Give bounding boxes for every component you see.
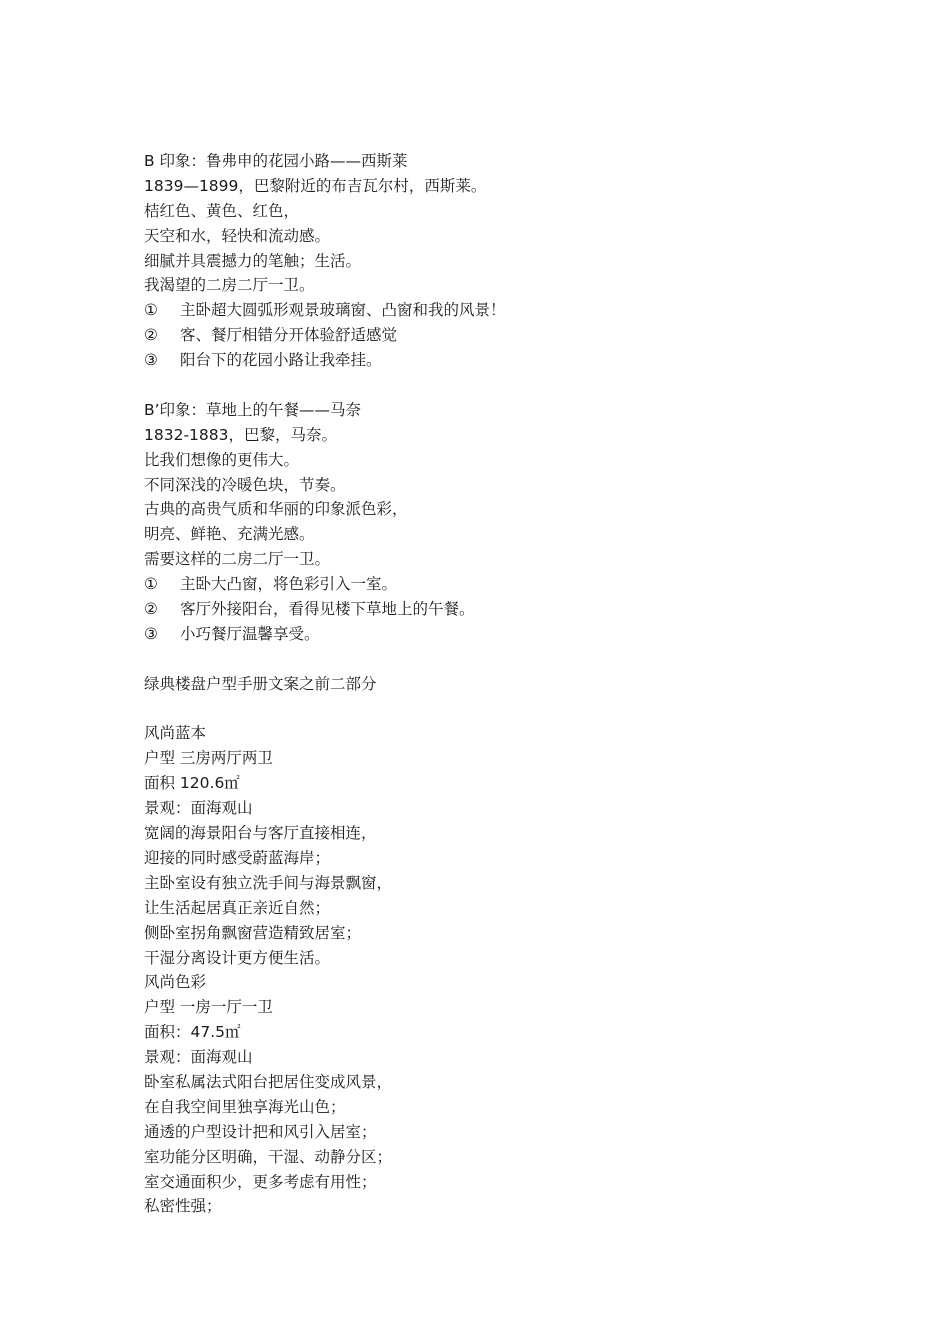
text-line: 让生活起居真正亲近自然；: [144, 898, 331, 917]
document-body: [144, 149, 844, 1219]
text-line: 细腻并具震撼力的笔触；生活。: [144, 251, 362, 270]
text-line: 室功能分区明确，干湿、动静分区；: [144, 1147, 393, 1166]
text-line: 室交通面积少，更多考虑有用性；: [144, 1172, 377, 1191]
item-number: ①: [144, 575, 158, 594]
item-number: ③: [144, 351, 158, 370]
text-line: 1832-1883，巴黎，马奈。: [144, 425, 337, 444]
spacer: [144, 647, 844, 672]
unit-a-area: 面积 120.6㎡: [144, 774, 240, 793]
text-line: 干湿分离设计更方便生活。: [144, 948, 331, 967]
numbered-item: [144, 622, 844, 647]
text-line: 宽阔的海景阳台与客厅直接相连，: [144, 824, 377, 843]
item-number: ③: [144, 624, 158, 643]
document-heading: 绿典楼盘户型手册文案之前二部分: [144, 674, 377, 693]
text-line: 比我们想像的更伟大。: [144, 450, 300, 469]
text-line: 在自我空间里独享海光山色；: [144, 1097, 346, 1116]
text-line: 通透的户型设计把和风引入居室；: [144, 1122, 377, 1141]
text-line: 桔红色、黄色、红色，: [144, 201, 300, 220]
unit-a-view: 景观：面海观山: [144, 799, 253, 818]
text-line: 明亮、鲜艳、充满光感。: [144, 525, 315, 544]
spacer: [144, 697, 844, 722]
section-b2-title: B’印象：草地上的午餐——马奈: [144, 400, 362, 419]
item-number: ②: [144, 600, 158, 619]
item-text: 客厅外接阳台，看得见楼下草地上的午餐。: [180, 600, 475, 619]
text-line: 天空和水，轻快和流动感。: [144, 226, 331, 245]
item-text: 客、餐厅相错分开体验舒适感觉: [180, 326, 398, 345]
text-line: 私密性强；: [144, 1197, 222, 1216]
item-number: ②: [144, 326, 158, 345]
text-line: 我渴望的二房二厅一卫。: [144, 276, 315, 295]
numbered-item: [144, 572, 844, 597]
unit-b-area: 面积：47.5㎡: [144, 1023, 241, 1042]
numbered-item: [144, 298, 844, 323]
text-line: 迎接的同时感受蔚蓝海岸；: [144, 848, 331, 867]
text-line: 不同深浅的冷暖色块，节奏。: [144, 475, 346, 494]
text-line: 古典的高贵气质和华丽的印象派色彩，: [144, 500, 408, 519]
text-line: 需要这样的二房二厅一卫。: [144, 550, 331, 569]
unit-b-type: 户型 一房一厅一卫: [144, 998, 273, 1017]
numbered-item: [144, 597, 844, 622]
unit-b-view: 景观：面海观山: [144, 1048, 253, 1067]
item-number: ①: [144, 301, 158, 320]
item-text: 主卧超大圆弧形观景玻璃窗、凸窗和我的风景！: [180, 301, 506, 320]
text-line: 主卧室设有独立洗手间与海景飘窗，: [144, 873, 393, 892]
numbered-item: [144, 323, 844, 348]
unit-a-name: 风尚蓝本: [144, 724, 207, 743]
item-text: 主卧大凸窗，将色彩引入一室。: [180, 575, 398, 594]
section-b-title: B 印象：鲁弗申的花园小路——西斯莱: [144, 152, 408, 170]
text-line: 1839—1899，巴黎附近的布吉瓦尔村，西斯莱。: [144, 176, 487, 195]
text-line: 卧室私属法式阳台把居住变成风景，: [144, 1072, 393, 1091]
unit-a-type: 户型 三房两厅两卫: [144, 749, 273, 768]
unit-b-name: 风尚色彩: [144, 973, 207, 992]
numbered-item: [144, 348, 844, 373]
item-text: 小巧餐厅温馨享受。: [180, 624, 320, 643]
text-line: 侧卧室拐角飘窗营造精致居室；: [144, 923, 362, 942]
spacer: [144, 373, 844, 398]
item-text: 阳台下的花园小路让我牵挂。: [180, 351, 382, 370]
